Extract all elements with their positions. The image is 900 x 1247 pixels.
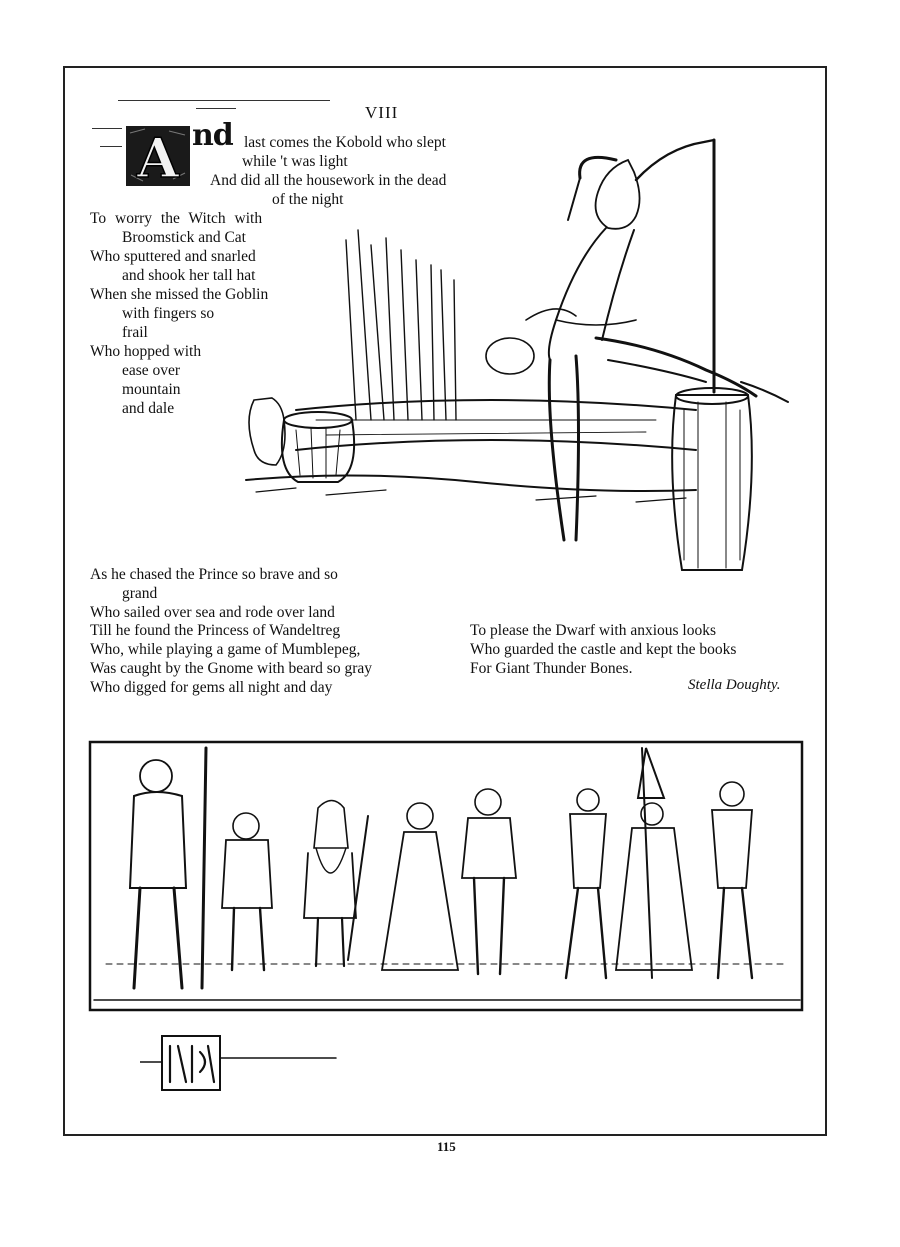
kobold-illustration [236,120,806,610]
drop-cap-rest: nd [192,118,233,153]
verse-line: To worry the Witch with [90,210,263,227]
verse-line: Who sailed over sea and rode over land [90,603,335,621]
verse-line: while 't was light [242,153,348,170]
verse-line: Who sputtered and snarled [90,248,256,265]
verse-line: and shook her tall hat [122,267,256,284]
verse-line: To please the Dwarf with anxious looks [470,622,717,639]
drop-cap-letter: A [137,126,179,187]
verse-line: Who hopped with [90,343,202,360]
verse-line: And did all the housework in the dead [210,172,447,189]
verse-line: Was caught by the Gnome with beard so gray [90,659,372,677]
section-numeral: VIII [365,103,399,122]
ornament-rule [196,108,236,109]
stanza-2 [90,566,372,698]
stanza-3 [470,622,736,678]
verse-line: Broomstick and Cat [122,229,246,246]
verse-line: of the night [272,191,344,208]
verse-line: When she missed the Goblin [90,286,269,303]
characters-illustration [86,738,808,1030]
verse-line: and dale [122,400,175,417]
author-signature: Stella Doughty. [688,677,781,693]
verse-line: frail [122,324,148,341]
verse-line: with fingers so [122,305,215,322]
verse-line: For Giant Thunder Bones. [470,659,633,677]
verse-line: Who digged for gems all night and day [90,678,333,696]
ornament-rule [118,100,330,101]
verse-line: Who guarded the castle and kept the books [470,640,737,658]
verse-line: ease over [122,362,181,379]
verse-line: Who, while playing a game of Mumblepeg, [90,641,361,659]
verse-line: grand [122,584,158,602]
verse-line: Till he found the Princess of Wandeltreg [90,622,341,640]
artist-monogram [140,1032,340,1094]
verse-line: As he chased the Prince so brave and so [90,566,338,583]
page-number: 115 [437,1139,456,1154]
ornament-rule [92,128,122,129]
verse-line: last comes the Kobold who slept [244,134,446,151]
verse-line: mountain [122,381,181,398]
